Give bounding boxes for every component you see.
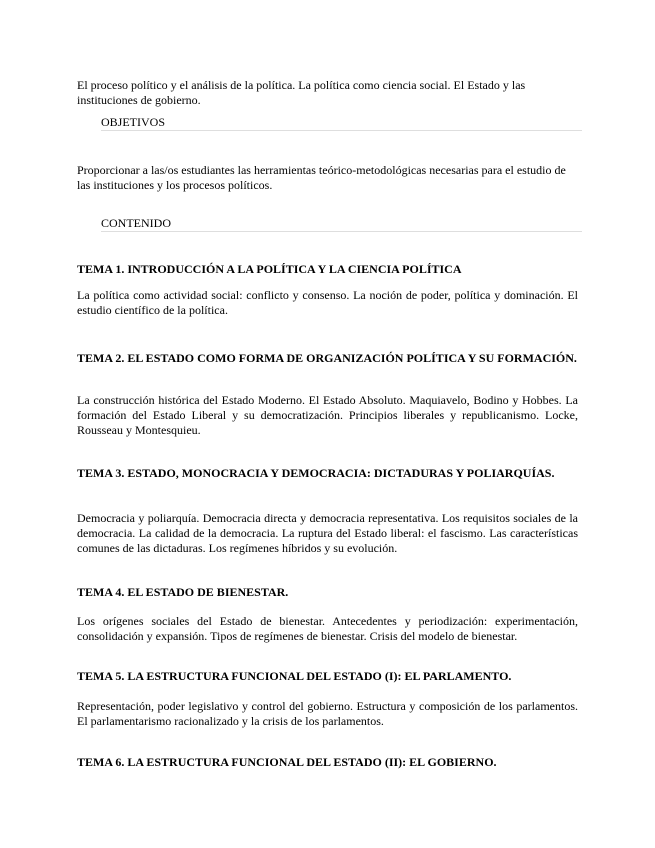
tema-1-title: TEMA 1. INTRODUCCIÓN A LA POLÍTICA Y LA CIENCIA POLÍTICA	[77, 262, 462, 276]
tema-4-text: Los orígenes sociales del Estado de bienestar. Antecedentes y periodización: experimentación, consolidación y expansión. Tipos de regímenes de bienestar. Crisis del modelo de bienestar.	[77, 614, 578, 643]
tema-2-title: TEMA 2. EL ESTADO COMO FORMA DE ORGANIZACIÓN POLÍTICA Y SU FORMACIÓN.	[77, 351, 577, 365]
tema-5-text: Representación, poder legislativo y control del gobierno. Estructura y composición de los parlamentos. El parlamentarismo racionalizado y la crisis de los parlamentos.	[77, 699, 578, 728]
tema-1-text: La política como actividad social: conflicto y consenso. La noción de poder, política y dominación. El estudio científico de la política.	[77, 288, 578, 317]
objetivos-heading: OBJETIVOS	[101, 115, 582, 131]
tema-3-title: TEMA 3. ESTADO, MONOCRACIA Y DEMOCRACIA: DICTADURAS Y POLIARQUÍAS.	[77, 466, 555, 480]
tema-2-text: La construcción histórica del Estado Moderno. El Estado Absoluto. Maquiavelo, Bodino y Hobbes. La formación del Estado Liberal y su democratización. Principios liberales y republicanismo. Locke, Rousseau y Montesquieu.	[77, 393, 578, 437]
intro-paragraph: El proceso político y el análisis de la política. La política como ciencia social. El Estado y las instituciones de gobierno.	[77, 78, 526, 107]
tema-4-title: TEMA 4. EL ESTADO DE BIENESTAR.	[77, 585, 289, 599]
tema-5-title: TEMA 5. LA ESTRUCTURA FUNCIONAL DEL ESTADO (I): EL PARLAMENTO.	[77, 669, 512, 683]
contenido-heading: CONTENIDO	[101, 216, 582, 232]
tema-3-text: Democracia y poliarquía. Democracia directa y democracia representativa. Los requisitos sociales de la democracia. La calidad de la democracia. La ruptura del Estado liberal: el fascismo. Las características comunes de las dictaduras. Los regímenes híbridos y su evolución.	[77, 511, 578, 555]
tema-6-title: TEMA 6. LA ESTRUCTURA FUNCIONAL DEL ESTADO (II): EL GOBIERNO.	[77, 755, 497, 769]
objetivos-paragraph: Proporcionar a las/os estudiantes las herramientas teórico-metodológicas necesarias para el estudio de las instituciones y los procesos políticos.	[77, 163, 566, 192]
